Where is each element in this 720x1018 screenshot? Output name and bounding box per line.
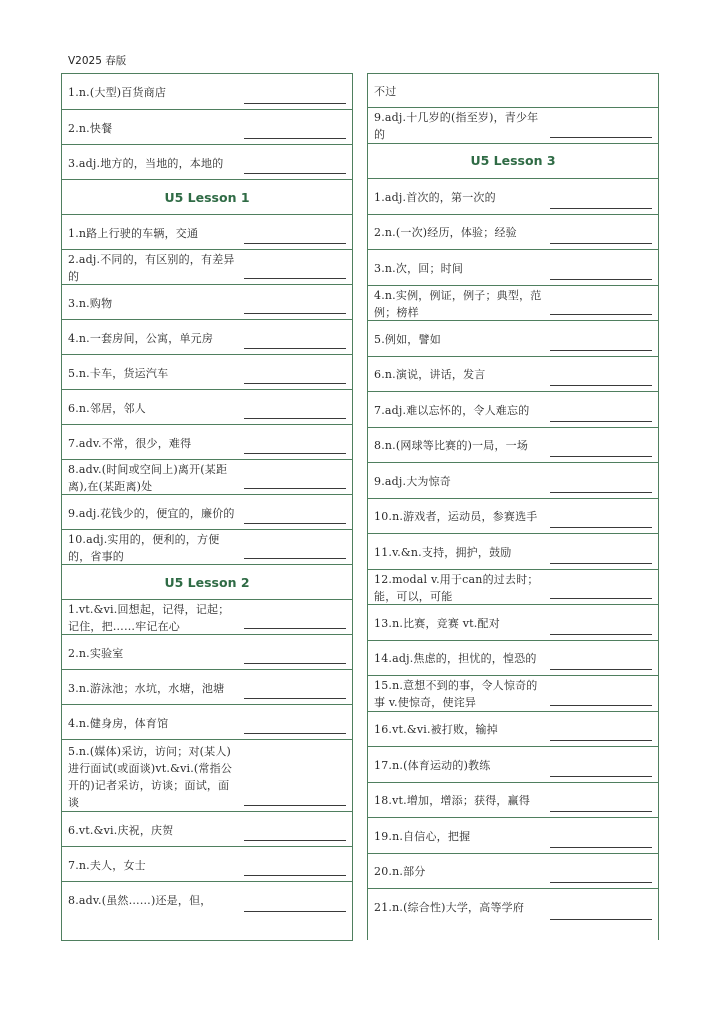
answer-blank[interactable] bbox=[244, 911, 346, 912]
vocab-row bbox=[62, 812, 352, 847]
answer-blank[interactable] bbox=[550, 634, 652, 635]
answer-blank[interactable] bbox=[550, 811, 652, 812]
vocab-definition: 8.adv.(虽然……)还是，但， bbox=[68, 894, 212, 907]
vocab-definition: 17.n.(体育运动的)教练 bbox=[374, 758, 491, 772]
answer-blank[interactable] bbox=[550, 385, 652, 386]
section-header: U5 Lesson 3 bbox=[368, 144, 658, 180]
vocab-definition: 1.n.(大型)百货商店 bbox=[68, 86, 167, 99]
section-header: U5 Lesson 1 bbox=[62, 180, 352, 215]
vocab-row bbox=[368, 783, 658, 819]
answer-blank[interactable] bbox=[244, 628, 346, 629]
vocab-definition: 2.adj.不同的，有区别的，有差异的 bbox=[68, 253, 235, 283]
vocab-definition: 11.v.&n.支持，拥护，鼓励 bbox=[374, 545, 512, 559]
vocab-table-left bbox=[61, 73, 353, 941]
answer-blank[interactable] bbox=[244, 453, 346, 454]
vocab-row bbox=[368, 641, 658, 677]
vocab-definition: 9.adj.花钱少的，便宜的，廉价的 bbox=[68, 506, 235, 520]
vocab-definition: 8.adv.(时间或空间上)离开(某距离),在(某距离)处 bbox=[68, 463, 228, 493]
vocab-definition: 3.adj.地方的，当地的，本地的 bbox=[68, 156, 224, 170]
answer-blank[interactable] bbox=[244, 840, 346, 841]
vocab-definition: 3.n.次，回；时间 bbox=[374, 261, 464, 275]
vocab-definition: 3.n.游泳池；水坑，水塘，池塘 bbox=[68, 681, 225, 695]
vocab-definition: 3.n.购物 bbox=[68, 296, 113, 310]
vocab-definition: 7.n.夫人，女士 bbox=[68, 858, 146, 872]
vocab-row bbox=[62, 285, 352, 320]
vocab-definition: 1.n路上行驶的车辆，交通 bbox=[68, 226, 199, 240]
answer-blank[interactable] bbox=[244, 243, 346, 244]
answer-blank[interactable] bbox=[550, 919, 652, 920]
vocab-definition: 4.n.健身房，体育馆 bbox=[68, 716, 169, 730]
vocab-row bbox=[368, 215, 658, 251]
vocab-row bbox=[62, 145, 352, 180]
vocab-definition: 5.n.(媒体)采访，访问；对(某人)进行面试(或面谈)vt.&vi.(常指公开的)记者采访，访谈；面试，面谈 bbox=[68, 744, 233, 809]
vocab-definition: 6.n.演说，讲话，发言 bbox=[374, 368, 486, 382]
vocab-definition: 不过 bbox=[374, 85, 397, 98]
vocab-definition: 18.vt.增加，增添；获得，赢得 bbox=[374, 794, 531, 808]
vocab-row bbox=[62, 882, 352, 917]
vocab-row bbox=[62, 847, 352, 882]
answer-blank[interactable] bbox=[550, 314, 652, 315]
vocab-definition: 13.n.比赛，竞赛 vt.配对 bbox=[374, 616, 500, 630]
vocab-row bbox=[368, 74, 658, 108]
answer-blank[interactable] bbox=[550, 456, 652, 457]
vocab-row bbox=[62, 425, 352, 460]
answer-blank[interactable] bbox=[550, 243, 652, 244]
vocab-definition: 2.n.(一次)经历，体验；经验 bbox=[374, 226, 517, 240]
vocab-row bbox=[62, 74, 352, 110]
answer-blank[interactable] bbox=[244, 663, 346, 664]
vocab-row bbox=[62, 215, 352, 250]
answer-blank[interactable] bbox=[244, 348, 346, 349]
answer-blank[interactable] bbox=[244, 733, 346, 734]
answer-blank[interactable] bbox=[550, 208, 652, 209]
vocab-row bbox=[62, 530, 352, 565]
answer-blank[interactable] bbox=[550, 563, 652, 564]
answer-blank[interactable] bbox=[550, 527, 652, 528]
vocab-definition: 10.adj.实用的，便利的，方便的，省事的 bbox=[68, 533, 220, 563]
vocab-row bbox=[368, 818, 658, 854]
vocab-row bbox=[62, 740, 352, 812]
vocab-definition: 1.vt.&vi.回想起，记得，记起；记住，把……牢记在心 bbox=[68, 603, 230, 633]
vocab-definition: 14.adj.焦虑的，担忧的，惶恐的 bbox=[374, 652, 537, 666]
answer-blank[interactable] bbox=[244, 278, 346, 279]
vocab-definition: 20.n.部分 bbox=[374, 865, 426, 879]
vocab-definition: 4.n.一套房间，公寓，单元房 bbox=[68, 331, 214, 345]
answer-blank[interactable] bbox=[550, 847, 652, 848]
vocab-definition: 21.n.(综合性)大学，高等学府 bbox=[374, 901, 525, 915]
answer-blank[interactable] bbox=[244, 698, 346, 699]
version-label: V2025 春版 bbox=[68, 55, 127, 67]
vocab-row bbox=[368, 605, 658, 641]
answer-blank[interactable] bbox=[550, 279, 652, 280]
answer-blank[interactable] bbox=[550, 492, 652, 493]
answer-blank[interactable] bbox=[244, 103, 346, 104]
vocab-row bbox=[62, 635, 352, 670]
answer-blank[interactable] bbox=[244, 558, 346, 559]
vocab-definition: 5.例如，譬如 bbox=[374, 332, 441, 346]
answer-blank[interactable] bbox=[550, 705, 652, 706]
vocab-row bbox=[62, 705, 352, 740]
vocab-row bbox=[368, 747, 658, 783]
vocab-row bbox=[368, 499, 658, 535]
answer-blank[interactable] bbox=[244, 383, 346, 384]
vocab-definition: 7.adj.难以忘怀的，令人难忘的 bbox=[374, 403, 530, 417]
answer-blank[interactable] bbox=[550, 776, 652, 777]
vocab-row bbox=[368, 108, 658, 144]
answer-blank[interactable] bbox=[550, 882, 652, 883]
vocab-row bbox=[368, 357, 658, 393]
vocab-row bbox=[368, 889, 658, 925]
vocab-row bbox=[62, 460, 352, 495]
vocab-row bbox=[368, 854, 658, 890]
answer-blank[interactable] bbox=[550, 421, 652, 422]
vocab-row bbox=[62, 320, 352, 355]
vocab-row bbox=[62, 355, 352, 390]
answer-blank[interactable] bbox=[244, 418, 346, 419]
vocab-definition: 4.n.实例，例证，例子；典型，范例；榜样 bbox=[374, 288, 542, 319]
vocab-definition: 5.n.卡车，货运汽车 bbox=[68, 366, 169, 380]
vocab-definition: 6.vt.&vi.庆祝，庆贺 bbox=[68, 823, 174, 837]
vocab-definition: 10.n.游戏者，运动员，参赛选手 bbox=[374, 510, 538, 524]
answer-blank[interactable] bbox=[244, 173, 346, 174]
vocab-row bbox=[62, 110, 352, 145]
answer-blank[interactable] bbox=[550, 669, 652, 670]
vocab-definition: 6.n.邻居，邻人 bbox=[68, 401, 146, 415]
vocab-definition: 15.n.意想不到的事，令人惊奇的事 v.使惊奇，使诧异 bbox=[374, 679, 538, 710]
answer-blank[interactable] bbox=[244, 523, 346, 524]
vocab-row bbox=[368, 570, 658, 606]
vocab-definition: 8.n.(网球等比赛的)一局，一场 bbox=[374, 439, 529, 453]
vocab-row bbox=[62, 390, 352, 425]
vocab-row bbox=[62, 250, 352, 285]
answer-blank[interactable] bbox=[244, 805, 346, 806]
vocab-row bbox=[368, 534, 658, 570]
answer-blank[interactable] bbox=[550, 598, 652, 599]
vocab-row bbox=[62, 600, 352, 635]
answer-blank[interactable] bbox=[550, 137, 652, 138]
answer-blank[interactable] bbox=[550, 350, 652, 351]
vocab-row bbox=[368, 179, 658, 215]
answer-blank[interactable] bbox=[244, 313, 346, 314]
vocab-row bbox=[368, 676, 658, 712]
answer-blank[interactable] bbox=[244, 138, 346, 139]
vocab-definition: 7.adv.不常，很少，难得 bbox=[68, 436, 192, 450]
vocab-row bbox=[368, 712, 658, 748]
vocab-row bbox=[368, 250, 658, 286]
answer-blank[interactable] bbox=[244, 488, 346, 489]
vocab-table-right bbox=[367, 73, 659, 940]
vocab-row bbox=[368, 463, 658, 499]
vocab-definition: 16.vt.&vi.被打败，输掉 bbox=[374, 723, 498, 737]
vocab-definition: 12.modal v.用于can的过去时；能，可以，可能 bbox=[374, 572, 539, 603]
vocab-definition: 2.n.实验室 bbox=[68, 646, 124, 660]
vocab-row bbox=[368, 428, 658, 464]
vocab-row bbox=[62, 670, 352, 705]
vocab-definition: 9.adj.大为惊奇 bbox=[374, 474, 452, 488]
section-header: U5 Lesson 2 bbox=[62, 565, 352, 600]
vocab-definition: 1.adj.首次的，第一次的 bbox=[374, 190, 496, 204]
vocab-definition: 2.n.快餐 bbox=[68, 121, 113, 135]
vocab-row bbox=[62, 495, 352, 530]
vocab-row bbox=[368, 321, 658, 357]
vocab-definition: 9.adj.十几岁的(指至岁)，青少年的 bbox=[374, 111, 539, 142]
vocab-row bbox=[368, 286, 658, 322]
answer-blank[interactable] bbox=[244, 875, 346, 876]
vocab-row bbox=[368, 392, 658, 428]
vocab-definition: 19.n.自信心，把握 bbox=[374, 829, 471, 843]
answer-blank[interactable] bbox=[550, 740, 652, 741]
